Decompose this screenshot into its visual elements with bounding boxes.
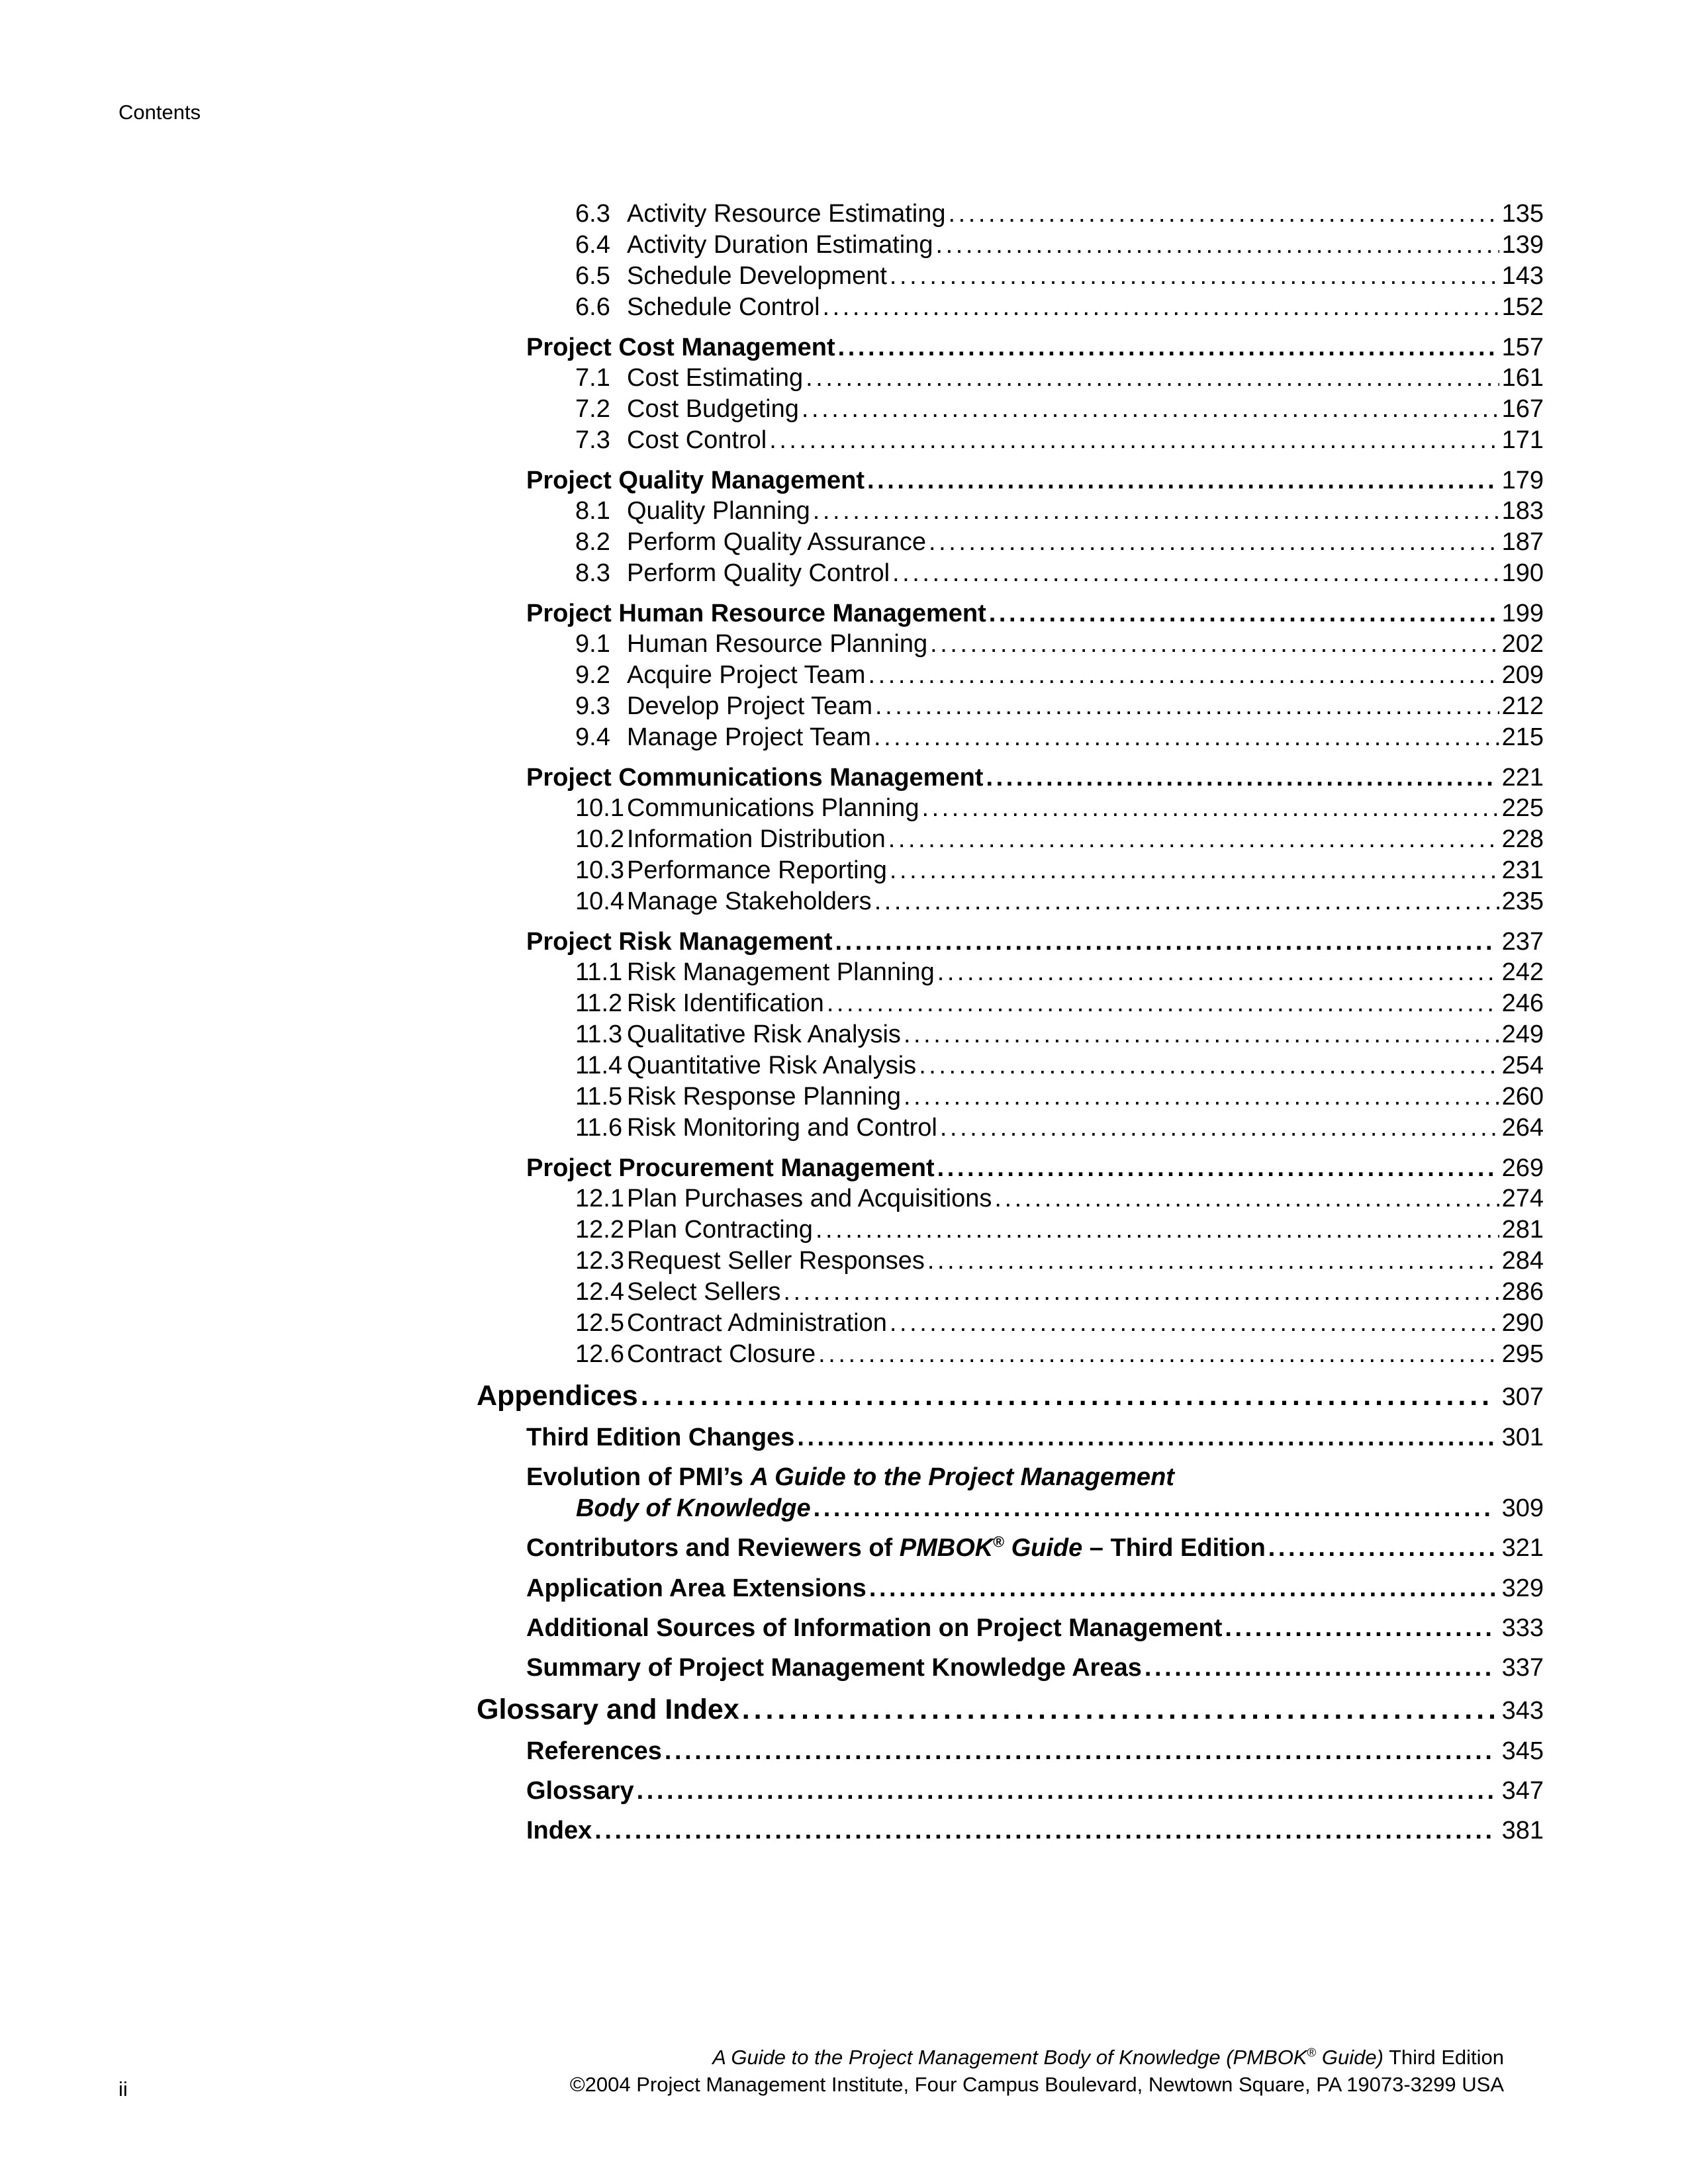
- toc-entry-number: 11.6: [575, 1114, 623, 1142]
- toc-entry-page: 290: [1501, 1309, 1544, 1337]
- dot-leader: [875, 692, 1499, 721]
- dot-leader: [802, 394, 1499, 424]
- toc-entry-page: 139: [1501, 231, 1544, 259]
- toc-entry-12-4[interactable]: [575, 1277, 1544, 1306]
- toc-entry-number: 10.4: [575, 887, 624, 915]
- toc-section-title: Project Communications Management: [526, 764, 984, 792]
- toc-entry-number: 9.2: [575, 661, 610, 689]
- toc-entry-12-3[interactable]: [575, 1246, 1544, 1275]
- toc-entry-title: Plan Contracting: [627, 1216, 813, 1244]
- toc-entry-title: Manage Project Team: [627, 723, 871, 751]
- toc-entry-page: 260: [1501, 1083, 1544, 1111]
- toc-section-title: Additional Sources of Information on Project Management: [526, 1614, 1223, 1642]
- toc-entry-page: 209: [1501, 661, 1544, 689]
- toc-entry-title: Manage Stakeholders: [627, 887, 872, 915]
- toc-entry-number: 10.2: [575, 825, 624, 853]
- dot-leader: [814, 1493, 1495, 1524]
- toc-section-title: Project Cost Management: [526, 334, 835, 361]
- dot-leader: [936, 230, 1499, 259]
- toc-section-page: 157: [1501, 334, 1544, 361]
- toc-entry-page: 190: [1501, 559, 1544, 587]
- toc-entry-9-1[interactable]: [575, 629, 1544, 659]
- toc-entry-title: Perform Quality Control: [627, 559, 890, 587]
- toc-entry-page: 152: [1501, 293, 1544, 321]
- toc-entry-page: 235: [1501, 887, 1544, 915]
- toc-section-title-italic: A Guide to the Project Management: [750, 1463, 1174, 1491]
- toc-entry-page: 246: [1501, 989, 1544, 1017]
- toc-section-page: 321: [1501, 1534, 1544, 1562]
- toc-entry-title: Schedule Control: [627, 293, 820, 321]
- toc-entry-title: Qualitative Risk Analysis: [627, 1021, 901, 1048]
- toc-entry-number: 8.3: [575, 559, 610, 587]
- toc-section-quality[interactable]: [526, 465, 1544, 496]
- dot-leader: [806, 363, 1499, 392]
- dot-leader: [874, 723, 1499, 752]
- dot-leader: [816, 1215, 1499, 1244]
- dot-leader: [892, 559, 1499, 588]
- toc-entry-page: 286: [1501, 1278, 1544, 1306]
- dot-leader: [1145, 1653, 1495, 1683]
- toc-section-title-italic: Body of Knowledge: [576, 1494, 811, 1522]
- toc-entry-number: 7.1: [575, 364, 610, 392]
- registered-mark: ®: [993, 1533, 1005, 1551]
- dot-leader: [927, 1246, 1499, 1275]
- toc-section-evolution-line1[interactable]: [526, 1462, 1174, 1492]
- toc-entry-10-2[interactable]: [575, 825, 1544, 854]
- toc-entry-9-3[interactable]: [575, 692, 1544, 721]
- toc-entry-title: Contract Closure: [627, 1340, 816, 1368]
- toc-section-title: Application Area Extensions: [526, 1574, 867, 1602]
- toc-section-title: Project Quality Management: [526, 467, 865, 494]
- toc-entry-number: 6.6: [575, 293, 610, 321]
- toc-entry-8-2[interactable]: [575, 527, 1544, 557]
- dot-leader: [904, 1082, 1499, 1111]
- toc-entry-number: 12.1: [575, 1185, 624, 1212]
- toc-entry-number: 9.1: [575, 630, 610, 658]
- toc-entry-number: 10.1: [575, 794, 624, 822]
- dot-leader: [818, 1340, 1499, 1369]
- toc-section-index[interactable]: [526, 1815, 1544, 1846]
- toc-part-page: 343: [1501, 1697, 1544, 1725]
- toc-entry-title: Activity Resource Estimating: [627, 200, 946, 228]
- toc-entry-11-4[interactable]: [575, 1051, 1544, 1080]
- toc-section-title: Summary of Project Management Knowledge Areas: [526, 1654, 1142, 1682]
- footer-copyright: ©2004 Project Management Institute, Four Campus Boulevard, Newtown Square, PA 19073-3299 USA: [569, 2073, 1504, 2096]
- toc-entry-12-6[interactable]: [575, 1340, 1544, 1369]
- toc-section-references[interactable]: [526, 1736, 1544, 1766]
- page-number: ii: [118, 2077, 128, 2101]
- toc-entry-number: 7.2: [575, 395, 610, 423]
- toc-section-title: Project Human Resource Management: [526, 600, 986, 627]
- toc-entry-number: 9.4: [575, 723, 610, 751]
- dot-leader: [1225, 1613, 1495, 1643]
- dot-leader: [869, 1573, 1495, 1604]
- toc-section-title: References: [526, 1737, 662, 1765]
- toc-part-appendices[interactable]: [477, 1379, 1544, 1414]
- dot-leader: [930, 629, 1499, 659]
- toc-entry-number: 11.4: [575, 1052, 623, 1079]
- toc-entry-page: 225: [1501, 794, 1544, 822]
- toc-section-page: 301: [1501, 1424, 1544, 1451]
- toc-entry-page: 215: [1501, 723, 1544, 751]
- toc-entry-page: 231: [1501, 856, 1544, 884]
- toc-entry-11-1[interactable]: [575, 958, 1544, 987]
- footer-title-italic: A Guide to the Project Management Body of Knowledge (PMBOK: [712, 2046, 1307, 2069]
- toc-section-page: 309: [1501, 1494, 1544, 1522]
- toc-section-third-edition-changes[interactable]: [526, 1422, 1544, 1453]
- toc-entry-10-3[interactable]: [575, 856, 1544, 885]
- toc-entry-11-3[interactable]: [575, 1020, 1544, 1049]
- toc-entry-page: 242: [1501, 958, 1544, 986]
- toc-entry-number: 6.3: [575, 200, 610, 228]
- toc-entry-title: Risk Monitoring and Control: [627, 1114, 937, 1142]
- toc-entry-page: 284: [1501, 1247, 1544, 1275]
- toc-section-page: 329: [1501, 1574, 1544, 1602]
- toc-section-title-prefix: Contributors and Reviewers of: [526, 1534, 900, 1562]
- toc-entry-6-3[interactable]: [575, 199, 1544, 228]
- toc-section-title: Index: [526, 1817, 592, 1844]
- toc-entry-page: 167: [1501, 395, 1544, 423]
- toc-part-page: 307: [1501, 1383, 1544, 1411]
- dot-leader: [937, 958, 1499, 987]
- dot-leader: [637, 1776, 1495, 1806]
- toc-entry-number: 12.4: [575, 1278, 624, 1306]
- toc-section-title-italic: PMBOK: [899, 1534, 994, 1562]
- toc-entry-title: Develop Project Team: [627, 692, 873, 720]
- toc-entry-page: 249: [1501, 1021, 1544, 1048]
- toc-entry-number: 11.5: [575, 1083, 623, 1111]
- toc-entry-number: 10.3: [575, 856, 624, 884]
- dot-leader: [949, 199, 1499, 228]
- toc-entry-6-5[interactable]: [575, 261, 1544, 291]
- toc-section-page: 199: [1501, 600, 1544, 627]
- toc-entry-number: 12.6: [575, 1340, 624, 1368]
- toc-entry-title: Contract Administration: [627, 1309, 887, 1337]
- toc-entry-title: Information Distribution: [627, 825, 886, 853]
- toc-entry-title: Quantitative Risk Analysis: [627, 1052, 917, 1079]
- toc-entry-12-1[interactable]: [575, 1184, 1544, 1213]
- toc-entry-11-6[interactable]: [575, 1113, 1544, 1142]
- toc-entry-number: 12.2: [575, 1216, 624, 1244]
- toc-section-cost[interactable]: [526, 332, 1544, 363]
- dot-leader: [823, 293, 1499, 322]
- dot-leader: [986, 762, 1495, 793]
- toc-entry-number: 12.3: [575, 1247, 624, 1275]
- dot-leader: [827, 989, 1499, 1018]
- toc-section-page: 237: [1501, 928, 1544, 956]
- dot-leader: [940, 1113, 1499, 1142]
- toc-section-title-suffix: – Third Edition: [1082, 1534, 1266, 1562]
- registered-mark: ®: [1307, 2045, 1317, 2060]
- toc-entry-title: Performance Reporting: [627, 856, 887, 884]
- toc-entry-page: 212: [1501, 692, 1544, 720]
- toc-section-summary-knowledge-areas[interactable]: [526, 1653, 1544, 1683]
- toc-entry-title: Select Sellers: [627, 1278, 781, 1306]
- toc-entry-10-1[interactable]: [575, 794, 1544, 823]
- toc-entry-8-3[interactable]: [575, 559, 1544, 588]
- dot-leader: [838, 332, 1495, 363]
- toc-section-communications[interactable]: [526, 762, 1544, 793]
- toc-section-title: Project Risk Management: [526, 928, 833, 956]
- toc-section-contributors[interactable]: [526, 1533, 1544, 1563]
- toc-entry-title: Cost Budgeting: [627, 395, 799, 423]
- dot-leader: [921, 794, 1499, 823]
- toc-section-procurement[interactable]: [526, 1153, 1544, 1183]
- toc-entry-7-1[interactable]: [575, 363, 1544, 392]
- footer-book-title: [712, 2044, 1504, 2071]
- dot-leader: [989, 598, 1495, 629]
- dot-leader: [867, 465, 1495, 496]
- toc-entry-title: Acquire Project Team: [627, 661, 866, 689]
- toc-entry-page: 135: [1501, 200, 1544, 228]
- toc-entry-page: 171: [1501, 426, 1544, 454]
- dot-leader: [890, 856, 1499, 885]
- dot-leader: [835, 927, 1495, 957]
- toc-entry-6-6[interactable]: [575, 293, 1544, 322]
- dot-leader: [742, 1692, 1495, 1727]
- toc-entry-page: 183: [1501, 497, 1544, 525]
- toc-section-page: 269: [1501, 1154, 1544, 1182]
- toc-entry-11-2[interactable]: [575, 989, 1544, 1018]
- toc-entry-number: 8.2: [575, 528, 610, 556]
- toc-entry-title: Request Seller Responses: [627, 1247, 925, 1275]
- toc-section-evolution-line2[interactable]: [576, 1493, 1544, 1524]
- dot-leader: [937, 1153, 1495, 1183]
- toc-entry-title: Schedule Development: [627, 262, 887, 290]
- toc-entry-number: 6.5: [575, 262, 610, 290]
- dot-leader: [813, 496, 1499, 525]
- toc-section-page: 221: [1501, 764, 1544, 792]
- toc-entry-title: Risk Response Planning: [627, 1083, 902, 1111]
- toc-entry-page: 187: [1501, 528, 1544, 556]
- dot-leader: [888, 825, 1499, 854]
- toc-entry-8-1[interactable]: [575, 496, 1544, 525]
- dot-leader: [929, 527, 1499, 557]
- toc-entry-page: 254: [1501, 1052, 1544, 1079]
- dot-leader: [904, 1020, 1499, 1049]
- toc-entry-number: 12.5: [575, 1309, 624, 1337]
- dot-leader: [874, 887, 1499, 916]
- footer-edition: Third Edition: [1383, 2046, 1504, 2069]
- dot-leader: [641, 1379, 1495, 1413]
- toc-part-glossary-and-index[interactable]: [477, 1692, 1544, 1728]
- toc-section-page: 345: [1501, 1737, 1544, 1765]
- toc-part-title: Glossary and Index: [477, 1694, 739, 1725]
- toc-section-page: 333: [1501, 1614, 1544, 1642]
- toc-entry-7-3[interactable]: [575, 426, 1544, 455]
- toc-entry-title: Risk Identification: [627, 989, 824, 1017]
- toc-entry-title: Perform Quality Assurance: [627, 528, 926, 556]
- toc-entry-page: 143: [1501, 262, 1544, 290]
- toc-entry-9-4[interactable]: [575, 723, 1544, 752]
- dot-leader: [797, 1422, 1495, 1453]
- toc-entry-title: Risk Management Planning: [627, 958, 935, 986]
- toc-entry-10-4[interactable]: [575, 887, 1544, 916]
- toc-section-application-area-extensions[interactable]: [526, 1573, 1544, 1604]
- dot-leader: [994, 1184, 1499, 1213]
- dot-leader: [890, 261, 1499, 291]
- toc-section-title-italic: Guide: [1004, 1534, 1083, 1562]
- toc-entry-title: Cost Estimating: [627, 364, 804, 392]
- running-head: Contents: [118, 101, 201, 124]
- toc-entry-title: Quality Planning: [627, 497, 810, 525]
- toc-entry-number: 11.2: [575, 989, 623, 1017]
- toc-part-title: Appendices: [477, 1380, 638, 1412]
- toc-section-page: 347: [1501, 1777, 1544, 1805]
- toc-section-risk[interactable]: [526, 927, 1544, 957]
- toc-entry-page: 161: [1501, 364, 1544, 392]
- toc-entry-number: 6.4: [575, 231, 610, 259]
- dot-leader: [783, 1277, 1499, 1306]
- toc-entry-page: 281: [1501, 1216, 1544, 1244]
- toc-entry-12-5[interactable]: [575, 1308, 1544, 1338]
- toc-entry-number: 9.3: [575, 692, 610, 720]
- toc-section-page: 337: [1501, 1654, 1544, 1682]
- toc-entry-number: 8.1: [575, 497, 610, 525]
- toc-entry-11-5[interactable]: [575, 1082, 1544, 1111]
- toc-section-page: 381: [1501, 1817, 1544, 1844]
- toc-entry-number: 7.3: [575, 426, 610, 454]
- toc-section-page: 179: [1501, 467, 1544, 494]
- dot-leader: [769, 426, 1499, 455]
- toc-section-human-resource[interactable]: [526, 598, 1544, 629]
- toc-entry-number: 11.1: [575, 958, 623, 986]
- toc-section-title: Project Procurement Management: [526, 1154, 935, 1182]
- dot-leader: [890, 1308, 1499, 1338]
- toc-entry-page: 264: [1501, 1114, 1544, 1142]
- toc-entry-number: 11.3: [575, 1021, 623, 1048]
- dot-leader: [868, 660, 1499, 690]
- toc-entry-title: Cost Control: [627, 426, 767, 454]
- toc-section-additional-sources[interactable]: [526, 1613, 1544, 1643]
- toc-entry-9-2[interactable]: [575, 660, 1544, 690]
- dot-leader: [919, 1051, 1499, 1080]
- toc-entry-title: Communications Planning: [627, 794, 919, 822]
- dot-leader: [1268, 1533, 1495, 1563]
- toc-entry-title: Human Resource Planning: [627, 630, 928, 658]
- toc-entry-page: 295: [1501, 1340, 1544, 1368]
- dot-leader: [665, 1736, 1495, 1766]
- toc-entry-6-4[interactable]: [575, 230, 1544, 259]
- toc-entry-title: Plan Purchases and Acquisitions: [627, 1185, 992, 1212]
- toc-section-title: Glossary: [526, 1777, 634, 1805]
- toc-entry-12-2[interactable]: [575, 1215, 1544, 1244]
- toc-entry-7-2[interactable]: [575, 394, 1544, 424]
- toc-entry-title: Activity Duration Estimating: [627, 231, 933, 259]
- toc-entry-page: 228: [1501, 825, 1544, 853]
- toc-entry-page: 202: [1501, 630, 1544, 658]
- toc-section-title: Third Edition Changes: [526, 1424, 795, 1451]
- toc-section-title-prefix: Evolution of PMI’s: [526, 1463, 751, 1491]
- footer-title-italic-b: Guide): [1316, 2046, 1383, 2069]
- toc-section-glossary[interactable]: [526, 1776, 1544, 1806]
- toc-entry-page: 274: [1501, 1185, 1544, 1212]
- dot-leader: [594, 1815, 1495, 1846]
